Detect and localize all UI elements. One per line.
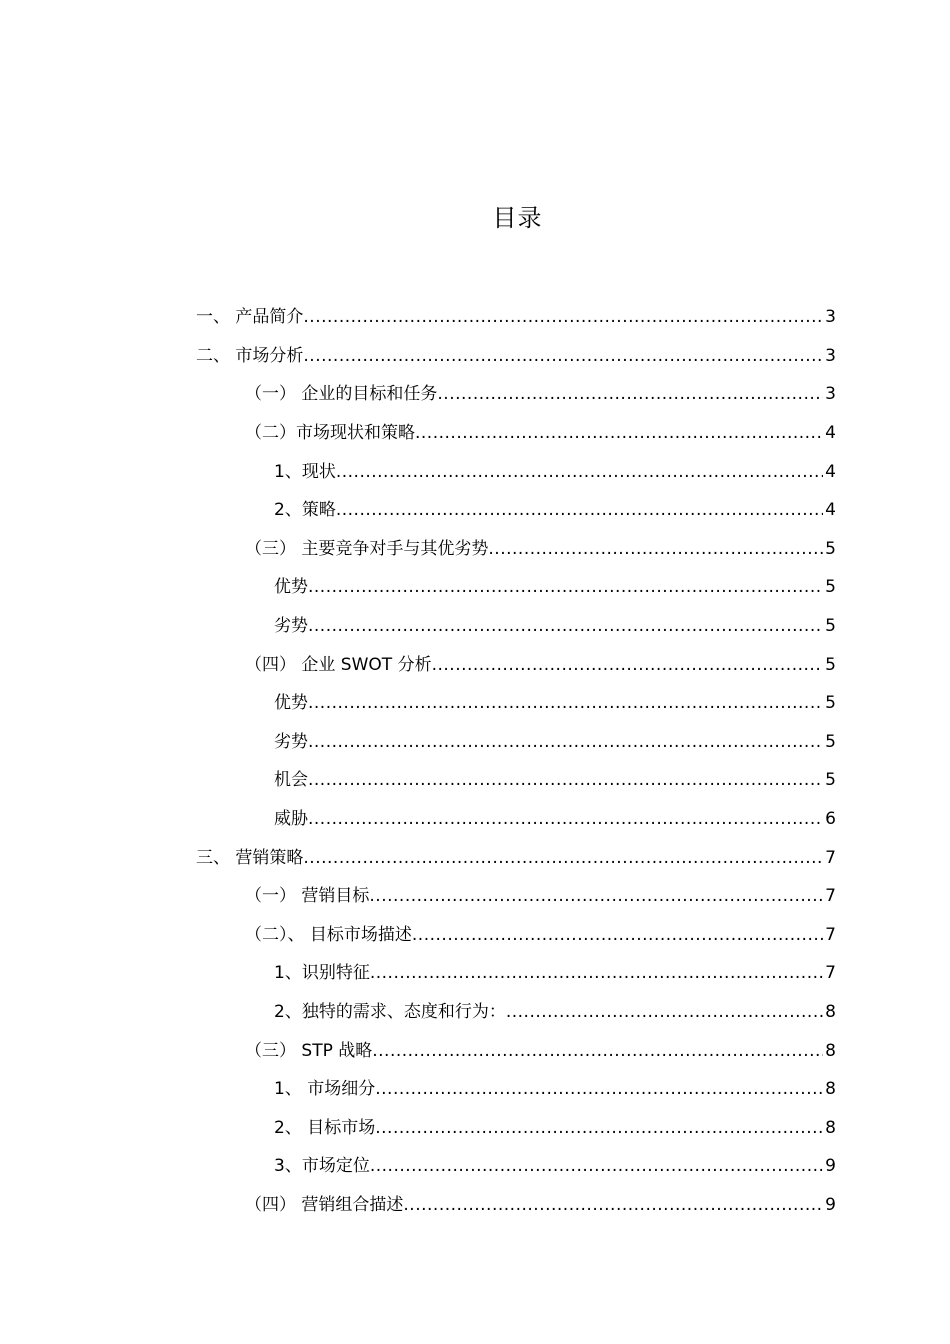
toc-entry-line [274,498,836,522]
toc-dot-leader [375,1077,823,1101]
toc-page-number: 3 [825,307,836,328]
toc-dot-leader [403,1193,823,1217]
toc-entry[interactable] [0,800,950,839]
toc-entry[interactable] [0,375,950,414]
toc-page-number: 3 [825,345,836,366]
toc-entry-text: 机会 [274,770,308,791]
toc-entry-text: （四） 企业 SWOT 分析 [245,654,432,675]
toc-entry-text: （二）市场现状和策略 [245,423,415,444]
toc-entry-text: 劣势 [274,731,308,752]
toc-entry[interactable] [0,607,950,646]
toc-entry-line [245,884,836,908]
toc-entry-line [274,730,836,754]
toc-page-number: 8 [825,1040,836,1061]
toc-entry[interactable] [0,645,950,684]
toc-dot-leader [308,614,823,638]
toc-page-number: 5 [825,693,836,714]
toc-dot-leader [308,768,823,792]
toc-entry[interactable] [0,530,950,569]
toc-entry-text: 1、识别特征 [274,963,370,984]
toc-entry-text: 二、 市场分析 [196,345,304,366]
toc-page-number: 5 [825,654,836,675]
toc-dot-leader [375,1116,823,1140]
toc-dot-leader [370,961,823,985]
toc-entry-line [274,1154,836,1178]
toc-dot-leader [369,884,823,908]
toc-entry-line [274,961,836,985]
toc-dot-leader [308,807,823,831]
toc-entry-line [274,575,836,599]
toc-dot-leader [437,382,823,406]
toc-entry-text: （二）、 目标市场描述 [245,924,412,945]
toc-dot-leader [432,653,824,677]
toc-entry-text: 1、 市场细分 [274,1079,376,1100]
toc-entry-text: 威胁 [274,809,308,830]
toc-page-number: 3 [825,384,836,405]
toc-entry-text: （一） 营销目标 [245,886,370,907]
toc-entry-line [274,1000,836,1024]
toc-page-number: 9 [825,1194,836,1215]
toc-entry-line [245,537,836,561]
toc-entry[interactable] [0,993,950,1032]
toc-entry-line [245,421,836,445]
toc-dot-leader [412,923,823,947]
toc-dot-leader [336,460,823,484]
toc-entry-line [245,923,836,947]
toc-entry[interactable] [0,723,950,762]
toc-page-number: 8 [825,1079,836,1100]
toc-dot-leader [370,1154,823,1178]
toc-entry-text: 劣势 [274,616,308,637]
toc-dot-leader [506,1000,823,1024]
toc-entry[interactable] [0,838,950,877]
toc-dot-leader [336,498,823,522]
toc-entry-text: 一、 产品简介 [196,307,304,328]
toc-page-number: 8 [825,1117,836,1138]
toc-page-number: 5 [825,770,836,791]
toc-entry[interactable] [0,916,950,955]
toc-entry[interactable] [0,877,950,916]
toc-entry-line [274,768,836,792]
toc-dot-leader [488,537,823,561]
toc-page-number: 4 [825,500,836,521]
toc-entry-text: （三） STP 战略 [245,1040,373,1061]
toc-list [0,298,950,1224]
toc-entry-text: 2、策略 [274,500,336,521]
toc-entry-line [245,653,836,677]
toc-page-number: 4 [825,461,836,482]
toc-dot-leader [372,1039,823,1063]
toc-entry-line [196,344,836,368]
toc-entry[interactable] [0,761,950,800]
toc-entry[interactable] [0,452,950,491]
toc-entry-text: 优势 [274,577,308,598]
toc-dot-leader [308,730,823,754]
toc-entry[interactable] [0,337,950,376]
toc-entry-line [274,614,836,638]
toc-entry-text: 2、 目标市场 [274,1117,376,1138]
toc-entry-text: 三、 营销策略 [196,847,304,868]
toc-dot-leader [303,846,823,870]
toc-entry[interactable] [0,1186,950,1225]
toc-page-number: 6 [825,809,836,830]
toc-page-number: 5 [825,731,836,752]
toc-page-number: 5 [825,616,836,637]
toc-entry[interactable] [0,954,950,993]
toc-page-number: 7 [825,963,836,984]
toc-page-number: 5 [825,577,836,598]
toc-entry[interactable] [0,1070,950,1109]
toc-dot-leader [308,691,823,715]
toc-entry-line [274,1077,836,1101]
toc-entry-text: （四） 营销组合描述 [245,1194,404,1215]
toc-page-number: 9 [825,1156,836,1177]
toc-entry-line [196,846,836,870]
toc-entry[interactable] [0,1108,950,1147]
toc-entry[interactable] [0,1031,950,1070]
toc-title: 目录 [492,204,543,232]
toc-entry-text: 2、独特的需求、态度和行为： [274,1001,506,1022]
toc-page-number: 7 [825,847,836,868]
toc-entry[interactable] [0,414,950,453]
toc-entry-line [274,691,836,715]
toc-entry-text: （一） 企业的目标和任务 [245,384,438,405]
toc-dot-leader [303,305,823,329]
toc-entry-line [245,382,836,406]
toc-entry-line [274,460,836,484]
toc-entry-line [274,1116,836,1140]
toc-page-number: 7 [825,886,836,907]
toc-entry-line [245,1193,836,1217]
toc-entry-text: 1、现状 [274,461,336,482]
toc-dot-leader [303,344,823,368]
toc-entry-line [196,305,836,329]
toc-page-number: 4 [825,423,836,444]
toc-entry[interactable] [0,684,950,723]
toc-entry-text: （三） 主要竞争对手与其优劣势 [245,538,489,559]
toc-page-number: 7 [825,924,836,945]
toc-dot-leader [415,421,823,445]
toc-entry[interactable] [0,568,950,607]
toc-entry-text: 3、市场定位 [274,1156,370,1177]
toc-dot-leader [308,575,823,599]
toc-entry-line [245,1039,836,1063]
toc-entry[interactable] [0,491,950,530]
toc-entry-text: 优势 [274,693,308,714]
toc-page-number: 8 [825,1001,836,1022]
toc-entry-line [274,807,836,831]
toc-entry[interactable] [0,298,950,337]
toc-entry[interactable] [0,1147,950,1186]
toc-page-number: 5 [825,538,836,559]
